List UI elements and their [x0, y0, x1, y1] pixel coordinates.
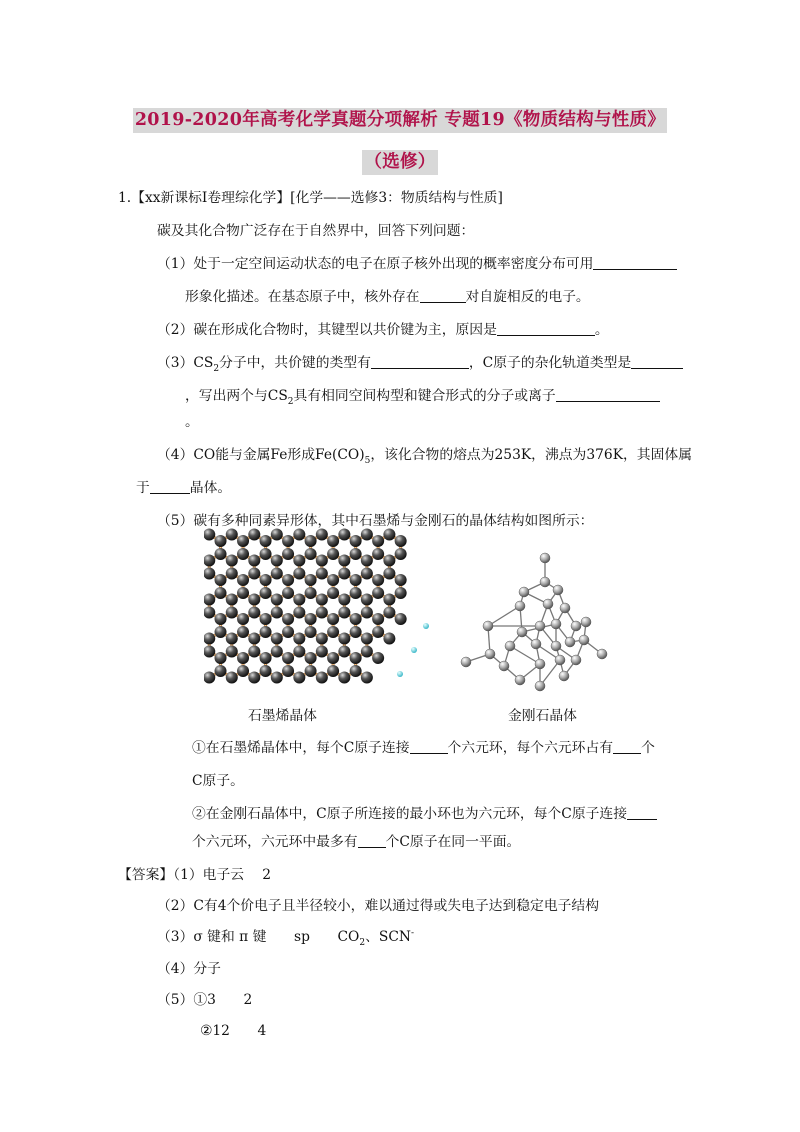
graphene-carbon-atom: [395, 548, 407, 560]
question-source: 【xx新课标Ⅰ卷理综化学】[化学——选修3：物质结构与性质]: [131, 190, 503, 206]
graphene-carbon-atom: [338, 633, 350, 645]
diamond-carbon-atom: [581, 617, 591, 627]
graphene-carbon-atom: [293, 594, 305, 606]
caption-diamond: 金刚石晶体: [508, 708, 577, 724]
graphene-carbon-atom: [327, 548, 339, 560]
document-title: [0, 106, 800, 131]
diamond-carbon-atom: [571, 621, 581, 631]
q2-text-b: 。: [594, 322, 609, 338]
q3-blank-3: [556, 387, 660, 402]
graphene-carbon-atom: [305, 613, 317, 625]
graphene-carbon-atom: [226, 607, 238, 619]
graphene-carbon-atom: [305, 574, 317, 586]
diamond-carbon-atom: [515, 675, 525, 685]
diamond-carbon-atom: [597, 649, 607, 659]
graphene-carbon-atom: [372, 626, 384, 638]
diamond-carbon-atom: [555, 655, 565, 665]
q5-1-line-1: [192, 736, 655, 756]
graphene-carbon-atom: [271, 607, 283, 619]
answer-3-superscript: -: [411, 928, 415, 939]
title-line-1: 2019-2020年高考化学真题分项解析 专题19《物质结构与性质》: [133, 108, 667, 133]
graphene-carbon-atom: [282, 535, 294, 547]
graphene-carbon-atom: [282, 626, 294, 638]
graphene-carbon-atom: [361, 607, 373, 619]
graphene-carbon-atom: [260, 613, 272, 625]
graphene-carbon-atom: [316, 607, 328, 619]
graphene-carbon-atom: [327, 652, 339, 664]
q5-2-line-1: [192, 802, 657, 822]
answer-5-1: （5）①3 2: [157, 992, 253, 1008]
graphene-carbon-atom: [305, 548, 317, 560]
graphene-carbon-atom: [316, 555, 328, 567]
answer-line-1: [118, 863, 271, 883]
graphene-carbon-atom: [316, 529, 328, 541]
graphene-carbon-atom: [305, 626, 317, 638]
graphene-carbon-atom: [350, 652, 362, 664]
graphene-carbon-atom: [372, 652, 384, 664]
graphene-carbon-atom: [316, 633, 328, 645]
graphene-carbon-atom: [293, 633, 305, 645]
q1-blank-1: [593, 255, 677, 270]
q5-2-text-c: 个C原子在同一平面。: [385, 834, 521, 850]
graphene-carbon-atom: [350, 535, 362, 547]
diamond-carbon-atom: [553, 585, 563, 595]
graphene-carbon-atom: [293, 555, 305, 567]
graphene-carbon-atom: [383, 607, 395, 619]
q4-blank: [150, 479, 190, 494]
graphene-carbon-atom: [383, 633, 395, 645]
q4-text-c: 于: [136, 480, 150, 496]
answer-3-text-b: 、SCN: [365, 929, 411, 945]
graphene-carbon-atom: [361, 594, 373, 606]
diamond-carbon-atom: [565, 637, 575, 647]
graphene-carbon-atom: [260, 574, 272, 586]
graphene-carbon-atom: [237, 665, 249, 677]
q2-line: [157, 318, 609, 338]
diamond-carbon-atom: [543, 599, 553, 609]
q1-blank-2: [420, 288, 466, 303]
q5-1-text-b: 个六元环，每个六元环占有: [447, 740, 614, 756]
graphene-carbon-atom: [215, 535, 227, 547]
title-line-2: （选修）: [362, 150, 437, 175]
graphene-carbon-atom: [282, 574, 294, 586]
graphene-carbon-atom: [395, 574, 407, 586]
graphene-carbon-atom: [215, 574, 227, 586]
graphene-hydrogen-atom: [397, 671, 403, 677]
q5-1-text-c: 个: [641, 740, 655, 756]
graphene-carbon-atom: [338, 607, 350, 619]
graphene-carbon-atom: [361, 672, 373, 684]
graphene-carbon-atom: [237, 613, 249, 625]
answer-label: 【答案】: [118, 867, 174, 883]
diamond-carbon-atom: [560, 603, 570, 613]
graphene-carbon-atom: [327, 613, 339, 625]
graphene-carbon-atom: [237, 535, 249, 547]
diamond-carbon-atom: [461, 657, 471, 667]
q1-text-b: 形象化描述。在基态原子中，核外存在: [185, 289, 420, 305]
graphene-carbon-atom: [372, 613, 384, 625]
graphene-carbon-atom: [327, 535, 339, 547]
diamond-bond: [488, 606, 520, 626]
graphene-carbon-atom: [395, 613, 407, 625]
graphene-carbon-atom: [372, 548, 384, 560]
q4-text-d: 晶体。: [189, 480, 232, 496]
graphene-carbon-atom: [383, 529, 395, 541]
graphene-carbon-atom: [327, 665, 339, 677]
q3-subscript: 2: [213, 363, 220, 374]
graphene-carbon-atom: [361, 646, 373, 658]
graphene-carbon-atom: [271, 594, 283, 606]
q1-line-2: [185, 285, 590, 305]
q3-text-e: 具有相同空间构型和键合形式的分子或离子: [293, 388, 556, 404]
graphene-carbon-atom: [305, 652, 317, 664]
graphene-carbon-atom: [350, 665, 362, 677]
graphene-carbon-atom: [338, 594, 350, 606]
q3-blank-1: [371, 354, 469, 369]
graphene-carbon-atom: [338, 529, 350, 541]
graphene-carbon-atom: [350, 626, 362, 638]
q5-1-blank-2: [613, 739, 641, 754]
diamond-carbon-atom: [535, 621, 545, 631]
graphene-carbon-atom: [383, 568, 395, 580]
graphene-carbon-atom: [271, 646, 283, 658]
graphene-carbon-atom: [350, 548, 362, 560]
graphene-carbon-atom: [305, 535, 317, 547]
graphene-carbon-atom: [372, 574, 384, 586]
graphene-carbon-atom: [248, 594, 260, 606]
diamond-carbon-atom: [505, 641, 515, 651]
q4-text-b: ，该化合物的熔点为253K，沸点为376K，其固体属: [370, 447, 692, 463]
diamond-carbon-atom: [515, 601, 525, 611]
graphene-carbon-atom: [395, 535, 407, 547]
diamond-carbon-atom: [517, 627, 527, 637]
diamond-figure: [460, 546, 610, 696]
graphene-carbon-atom: [215, 665, 227, 677]
q5-2-text-a: ②在金刚石晶体中，C原子所连接的最小环也为六元环，每个C原子连接: [192, 806, 628, 822]
graphene-carbon-atom: [327, 574, 339, 586]
q1-text-a: （1）处于一定空间运动状态的电子在原子核外出现的概率密度分布可用: [157, 256, 594, 272]
graphene-carbon-atom: [293, 672, 305, 684]
q3-text-a: （3）CS: [157, 355, 214, 371]
graphene-carbon-atom: [237, 548, 249, 560]
graphene-carbon-atom: [282, 613, 294, 625]
graphene-carbon-atom: [293, 529, 305, 541]
answer-3-text-a: （3）σ 键和 π 键 sp CO: [157, 929, 360, 945]
graphene-carbon-atom: [361, 529, 373, 541]
q5-1-blank-1: [410, 739, 448, 754]
graphene-carbon-atom: [350, 587, 362, 599]
graphene-carbon-atom: [248, 646, 260, 658]
graphene-carbon-atom: [282, 665, 294, 677]
answer-3-subscript: 2: [359, 937, 366, 948]
graphene-carbon-atom: [327, 587, 339, 599]
q5-2-blank-2: [358, 833, 386, 848]
diamond-carbon-atom: [540, 577, 550, 587]
q3-line-2: [185, 384, 660, 407]
q5-2-text-b: 个六元环，六元环中最多有: [192, 834, 358, 850]
graphene-carbon-atom: [226, 633, 238, 645]
diamond-carbon-atom: [519, 587, 529, 597]
diamond-carbon-atom: [531, 639, 541, 649]
graphene-carbon-atom: [248, 633, 260, 645]
graphene-carbon-atom: [260, 587, 272, 599]
question-header: [118, 186, 503, 206]
graphene-carbon-atom: [226, 672, 238, 684]
answer-5-2: ②12 4: [200, 1023, 267, 1039]
graphene-carbon-atom: [271, 555, 283, 567]
graphene-carbon-atom: [282, 548, 294, 560]
graphene-hydrogen-atom: [411, 647, 417, 653]
graphene-carbon-atom: [305, 587, 317, 599]
diamond-carbon-atom: [485, 649, 495, 659]
q3-blank-2: [631, 354, 683, 369]
graphene-carbon-atom: [282, 652, 294, 664]
graphene-carbon-atom: [226, 529, 238, 541]
graphene-carbon-atom: [361, 568, 373, 580]
graphene-carbon-atom: [260, 652, 272, 664]
diamond-carbon-atom: [535, 681, 545, 691]
q3-text-c: ，C原子的杂化轨道类型是: [468, 355, 632, 371]
q1-text-c: 对自旋相反的电子。: [465, 289, 590, 305]
graphene-carbon-atom: [260, 626, 272, 638]
graphene-carbon-atom: [293, 568, 305, 580]
graphene-carbon-atom: [383, 555, 395, 567]
graphene-carbon-atom: [350, 613, 362, 625]
graphene-carbon-atom: [372, 535, 384, 547]
graphene-carbon-atom: [215, 626, 227, 638]
graphene-carbon-atom: [338, 646, 350, 658]
graphene-carbon-atom: [361, 633, 373, 645]
graphene-carbon-atom: [215, 587, 227, 599]
graphene-hydrogen-atom: [423, 623, 429, 629]
graphene-carbon-atom: [372, 587, 384, 599]
graphene-carbon-atom: [226, 555, 238, 567]
answer-line-3: [157, 925, 414, 948]
graphene-carbon-atom: [215, 613, 227, 625]
graphene-carbon-atom: [338, 672, 350, 684]
graphene-carbon-atom: [248, 568, 260, 580]
graphene-carbon-atom: [260, 535, 272, 547]
graphene-carbon-atom: [248, 607, 260, 619]
q3-line-1: [157, 351, 683, 374]
q5-1-line-2: C原子。: [192, 773, 244, 789]
graphene-carbon-atom: [282, 587, 294, 599]
graphene-carbon-atom: [248, 555, 260, 567]
graphene-carbon-atom: [260, 548, 272, 560]
diamond-carbon-atom: [571, 655, 581, 665]
q5-1-text-a: ①在石墨烯晶体中，每个C原子连接: [192, 740, 410, 756]
graphene-carbon-atom: [395, 587, 407, 599]
diamond-carbon-atom: [551, 619, 561, 629]
graphene-carbon-atom: [215, 548, 227, 560]
graphene-carbon-atom: [327, 626, 339, 638]
graphene-carbon-atom: [338, 568, 350, 580]
graphene-carbon-atom: [316, 646, 328, 658]
q1-line-1: [157, 252, 677, 272]
graphene-carbon-atom: [361, 555, 373, 567]
graphene-carbon-atom: [248, 529, 260, 541]
graphene-figure: [204, 524, 432, 694]
q3-line-3: 。: [185, 414, 199, 430]
q3-text-d: ，写出两个与CS: [185, 388, 288, 404]
graphene-carbon-atom: [248, 672, 260, 684]
graphene-carbon-atom: [293, 607, 305, 619]
graphene-carbon-atom: [293, 646, 305, 658]
q3-subscript-2: 2: [287, 396, 294, 407]
q4-subscript: 5: [364, 455, 371, 466]
diamond-carbon-atom: [499, 661, 509, 671]
graphene-carbon-atom: [215, 652, 227, 664]
graphene-carbon-atom: [237, 587, 249, 599]
q4-line-1: [157, 443, 692, 466]
caption-graphene: 石墨烯晶体: [248, 708, 317, 724]
q5-2-blank-1: [627, 805, 657, 820]
graphene-carbon-atom: [316, 568, 328, 580]
q4-line-2: [136, 476, 231, 496]
graphene-carbon-atom: [260, 665, 272, 677]
document-subtitle: [0, 148, 800, 173]
q5-2-line-2: [192, 830, 520, 850]
q4-text-a: （4）CO能与金属Fe形成Fe(CO): [157, 447, 365, 463]
answer-4: （4）分子: [157, 961, 221, 977]
graphene-carbon-atom: [350, 574, 362, 586]
q2-blank: [497, 321, 595, 336]
answer-2: （2）C有4个价电子且半径较小，难以通过得或失电子达到稳定电子结构: [157, 898, 600, 914]
graphene-carbon-atom: [226, 646, 238, 658]
q2-text-a: （2）碳在形成化合物时，其键型以共价键为主，原因是: [157, 322, 497, 338]
graphene-carbon-atom: [338, 555, 350, 567]
graphene-carbon-atom: [237, 574, 249, 586]
graphene-carbon-atom: [305, 665, 317, 677]
graphene-carbon-atom: [226, 594, 238, 606]
q3-text-b: 分子中，共价键的类型有: [219, 355, 371, 371]
question-number: 1.: [118, 190, 132, 206]
graphene-carbon-atom: [316, 594, 328, 606]
diamond-carbon-atom: [551, 641, 561, 651]
diamond-carbon-atom: [535, 659, 545, 669]
graphene-carbon-atom: [271, 633, 283, 645]
graphene-carbon-atom: [226, 568, 238, 580]
graphene-carbon-atom: [237, 652, 249, 664]
diamond-carbon-atom: [483, 621, 493, 631]
graphene-carbon-atom: [383, 594, 395, 606]
answer-1: （1）电子云 2: [173, 867, 272, 883]
q5-line-intro: （5）碳有多种同素异形体，其中石墨烯与金刚石的晶体结构如图所示：: [157, 513, 594, 529]
graphene-carbon-atom: [271, 672, 283, 684]
question-intro: 碳及其化合物广泛存在于自然界中，回答下列问题：: [157, 223, 475, 239]
diamond-carbon-atom: [540, 553, 550, 563]
graphene-carbon-atom: [271, 568, 283, 580]
diamond-carbon-atom: [579, 635, 589, 645]
graphene-carbon-atom: [237, 626, 249, 638]
diamond-carbon-atom: [559, 671, 569, 681]
graphene-carbon-atom: [271, 529, 283, 541]
graphene-carbon-atom: [316, 672, 328, 684]
